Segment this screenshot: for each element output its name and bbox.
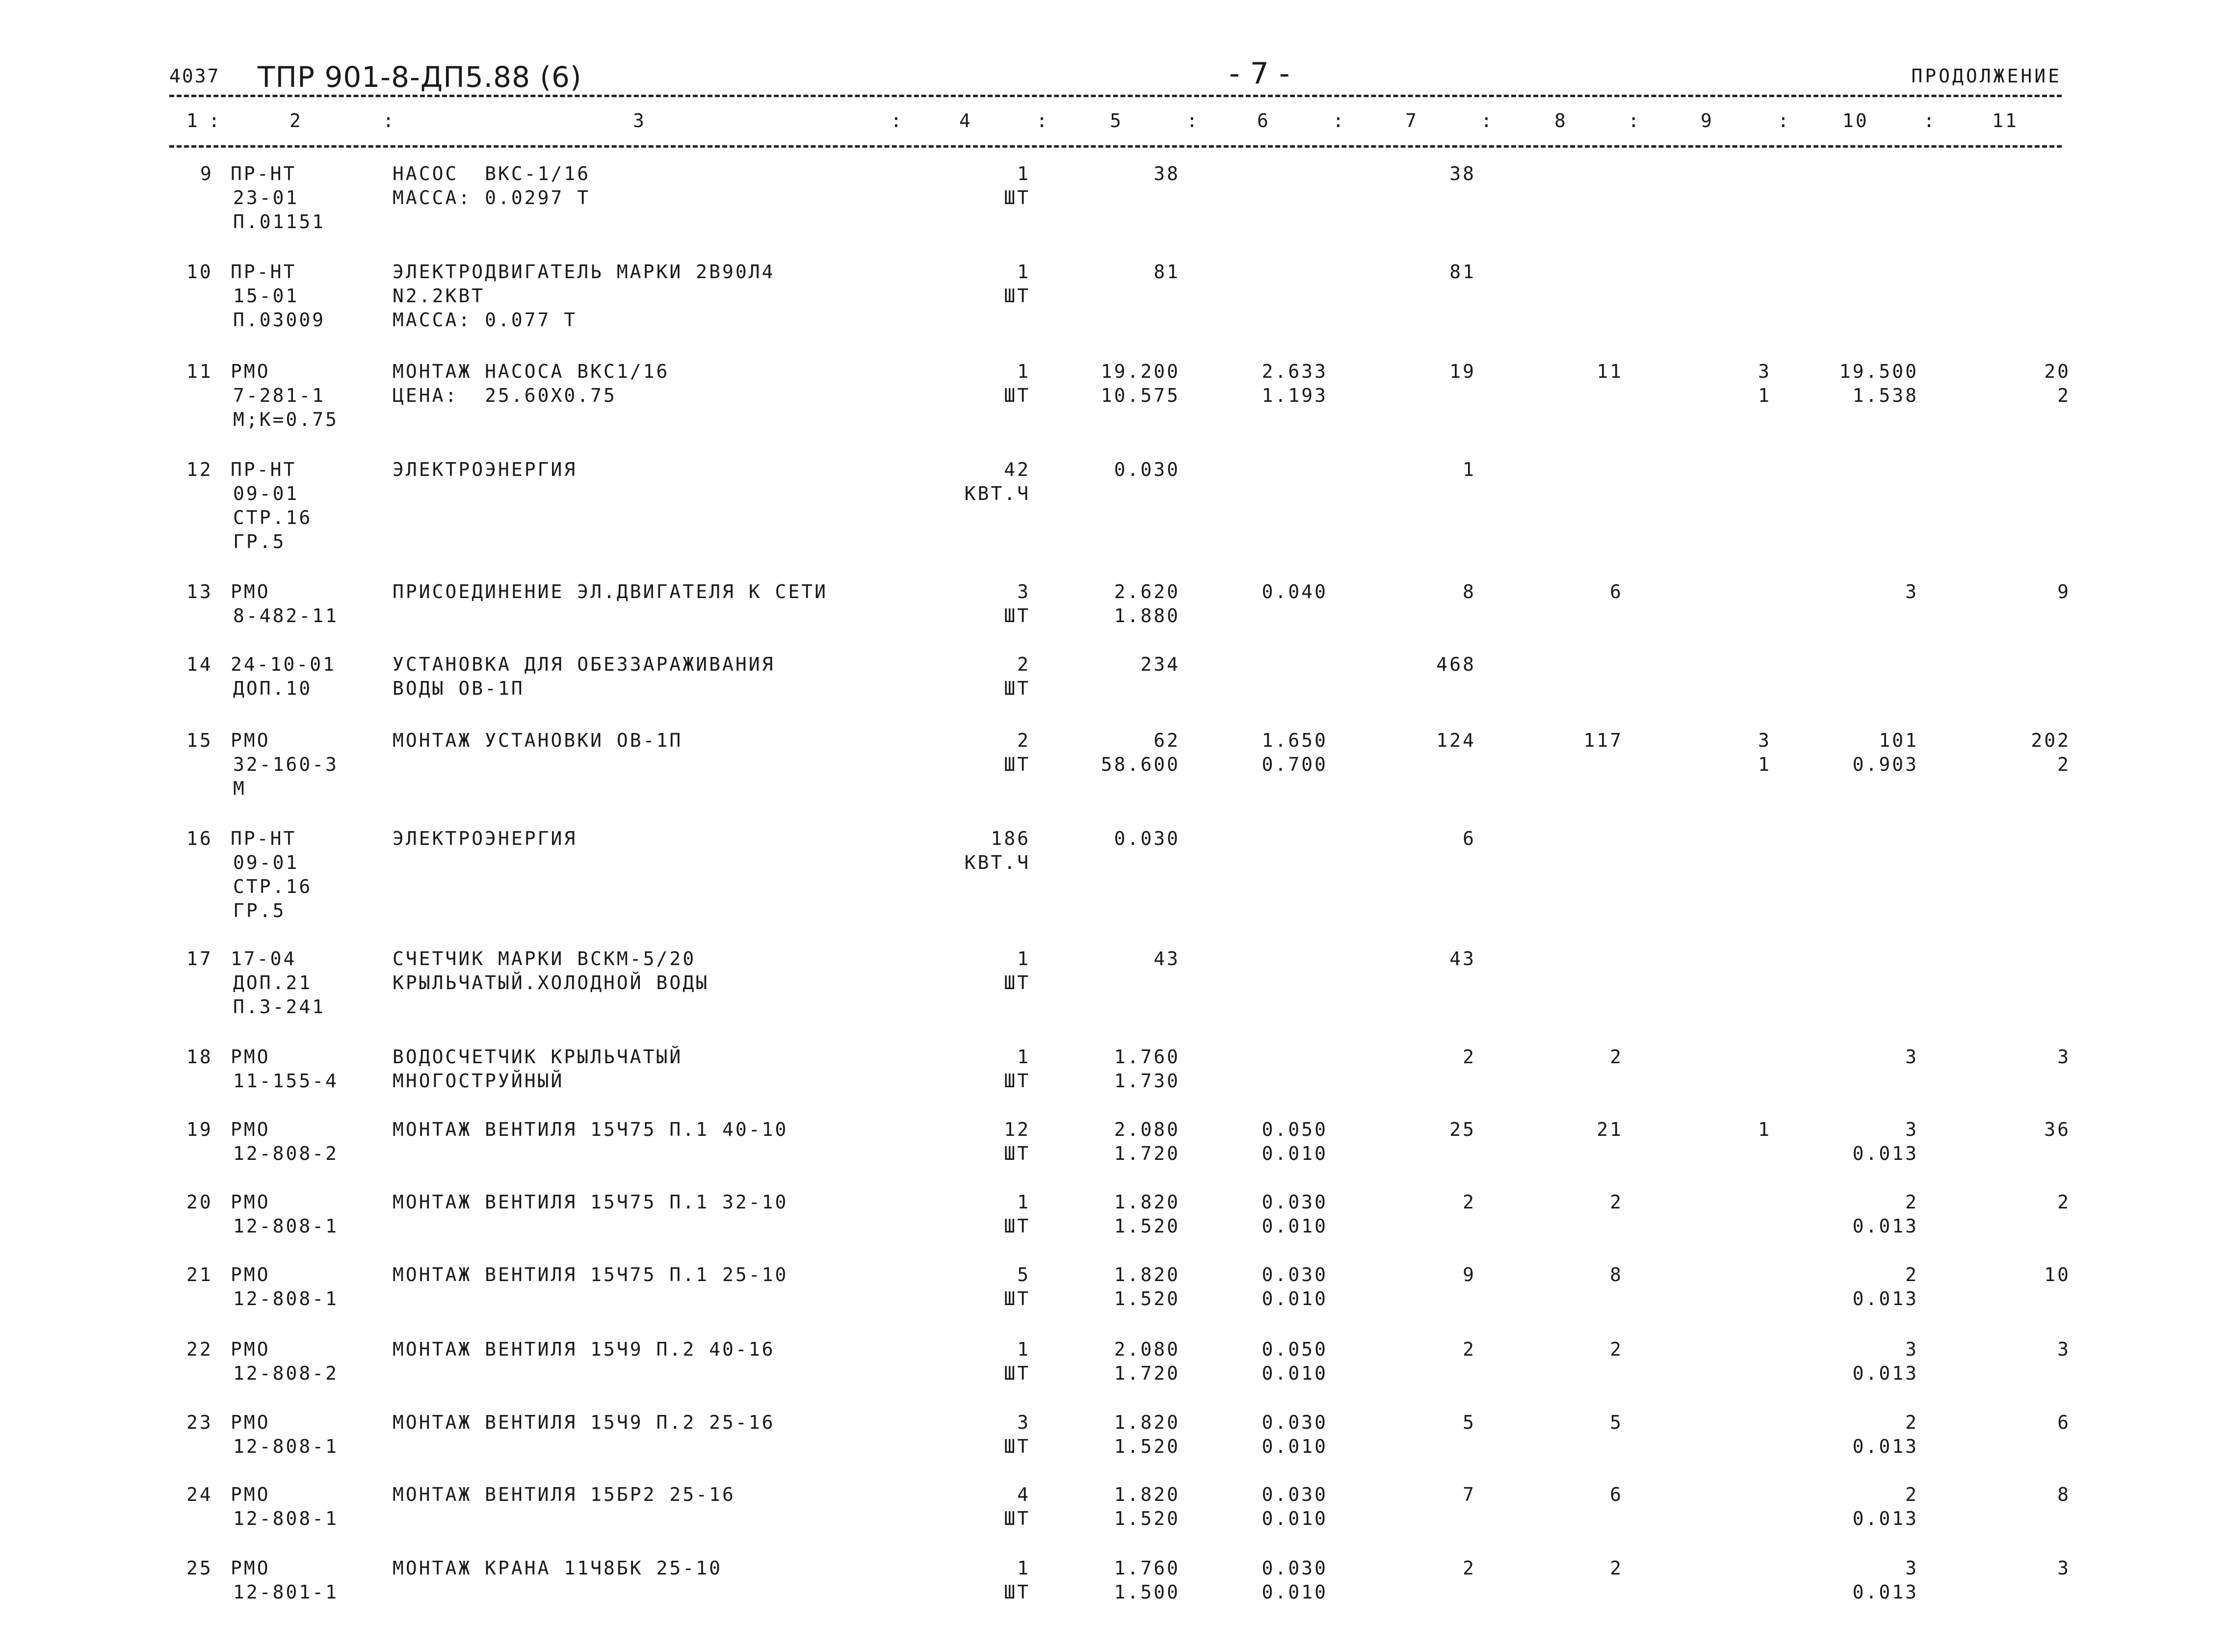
row-norm-code: 09-01 — [233, 852, 299, 873]
row-number: 25 — [186, 1557, 213, 1579]
row-description: МАССА: 0.0297 Т — [393, 187, 591, 209]
row-description: МОНТАЖ ВЕНТИЛЯ 15Ч9 П.2 40-16 — [393, 1338, 775, 1360]
row-c7: 9 — [1463, 1264, 1476, 1285]
row-number: 23 — [186, 1412, 213, 1433]
column-separator: : — [1923, 110, 1937, 131]
row-c6: 0.010 — [1261, 1288, 1328, 1310]
row-norm-code: РМО — [231, 1484, 270, 1505]
row-description: МОНТАЖ УСТАНОВКИ ОВ-1П — [393, 730, 683, 751]
row-norm-code: ПР-НТ — [231, 261, 297, 283]
row-description: МНОГОСТРУЙНЫЙ — [393, 1070, 564, 1092]
row-quantity: 1 — [1017, 948, 1030, 970]
row-c6: 0.030 — [1261, 1412, 1328, 1433]
row-norm-code: РМО — [231, 1046, 270, 1068]
row-norm-code: РМО — [231, 1119, 270, 1140]
row-c5: 2.080 — [1114, 1338, 1180, 1360]
row-c9: 1 — [1758, 385, 1771, 406]
row-c8: 8 — [1610, 1264, 1623, 1285]
row-number: 17 — [186, 948, 213, 970]
column-number-5: 5 — [1110, 110, 1123, 131]
row-norm-code: 09-01 — [233, 483, 299, 504]
row-c5: 1.820 — [1114, 1412, 1180, 1433]
row-c5: 19.200 — [1101, 361, 1180, 382]
row-norm-code: П.01151 — [233, 211, 326, 233]
row-unit: ШТ — [1004, 1070, 1030, 1092]
row-norm-code: ПР-НТ — [231, 163, 297, 184]
row-description: МАССА: 0.077 Т — [393, 309, 577, 331]
row-norm-code: 12-808-1 — [233, 1215, 339, 1237]
page-number: - 7 - — [1229, 56, 1290, 91]
row-norm-code: РМО — [231, 1412, 270, 1433]
row-c5: 10.575 — [1101, 385, 1180, 406]
row-c8: 5 — [1610, 1412, 1623, 1433]
row-norm-code: 17-04 — [231, 948, 297, 970]
row-unit: ШТ — [1004, 187, 1030, 209]
row-c10: 2 — [1905, 1484, 1918, 1505]
row-unit: ШТ — [1004, 1508, 1030, 1529]
row-quantity: 12 — [1004, 1119, 1030, 1140]
row-c5: 234 — [1140, 654, 1180, 675]
row-c6: 0.010 — [1261, 1581, 1328, 1603]
row-c5: 1.820 — [1114, 1484, 1180, 1505]
row-norm-code: 12-808-2 — [233, 1143, 339, 1164]
row-norm-code: РМО — [231, 1264, 270, 1285]
row-description: СЧЕТЧИК МАРКИ ВСКМ-5/20 — [393, 948, 696, 970]
row-unit: ШТ — [1004, 1436, 1030, 1457]
row-norm-code: П.3-241 — [233, 996, 326, 1018]
row-quantity: 1 — [1017, 261, 1030, 283]
row-c11: 6 — [2057, 1412, 2071, 1433]
row-c7: 43 — [1449, 948, 1476, 970]
row-c7: 8 — [1463, 581, 1476, 603]
row-c6: 1.650 — [1261, 730, 1328, 751]
row-c8: 21 — [1597, 1119, 1623, 1140]
row-c5: 1.520 — [1114, 1288, 1180, 1310]
row-c7: 81 — [1449, 261, 1476, 283]
column-number-3: 3 — [633, 110, 646, 131]
row-c5: 2.080 — [1114, 1119, 1180, 1140]
row-description: МОНТАЖ ВЕНТИЛЯ 15Ч75 П.1 32-10 — [393, 1191, 788, 1213]
row-c10: 0.013 — [1852, 1363, 1918, 1384]
row-c11: 10 — [2044, 1264, 2071, 1285]
row-c5: 1.520 — [1114, 1215, 1180, 1237]
row-c5: 0.030 — [1114, 459, 1180, 480]
row-c10: 2 — [1905, 1412, 1918, 1433]
row-c6: 0.050 — [1261, 1119, 1328, 1140]
row-unit: КВТ.Ч — [964, 483, 1030, 504]
document-code: ТПР 901-8-ДП5.88 (6) — [258, 60, 582, 94]
row-quantity: 2 — [1017, 654, 1030, 675]
row-c9: 3 — [1758, 361, 1771, 382]
row-description: МОНТАЖ ВЕНТИЛЯ 15Ч75 П.1 40-10 — [393, 1119, 788, 1140]
column-number-8: 8 — [1554, 110, 1568, 131]
row-c8: 11 — [1597, 361, 1623, 382]
row-norm-code: 15-01 — [233, 285, 299, 307]
row-c6: 0.030 — [1261, 1264, 1328, 1285]
row-quantity: 5 — [1017, 1264, 1030, 1285]
column-number-9: 9 — [1701, 110, 1714, 131]
row-norm-code: 32-160-3 — [233, 754, 339, 775]
row-norm-code: СТР.16 — [233, 876, 313, 897]
row-unit: ШТ — [1004, 385, 1030, 406]
row-c5: 0.030 — [1114, 828, 1180, 849]
row-unit: ШТ — [1004, 678, 1030, 699]
row-c9: 3 — [1758, 730, 1771, 751]
row-norm-code: 7-281-1 — [233, 385, 326, 406]
row-c5: 1.720 — [1114, 1363, 1180, 1384]
column-number-10: 10 — [1842, 110, 1869, 131]
row-c8: 6 — [1610, 581, 1623, 603]
row-c5: 1.760 — [1114, 1557, 1180, 1579]
row-description: ЭЛЕКТРОЭНЕРГИЯ — [393, 459, 577, 480]
row-quantity: 186 — [991, 828, 1030, 849]
row-number: 16 — [186, 828, 213, 849]
row-norm-code: 12-801-1 — [233, 1581, 339, 1603]
row-unit: ШТ — [1004, 1363, 1030, 1384]
row-quantity: 1 — [1017, 361, 1030, 382]
row-norm-code: 24-10-01 — [231, 654, 337, 675]
row-c6: 2.633 — [1261, 361, 1328, 382]
row-norm-code: М — [233, 778, 246, 799]
row-c6: 0.700 — [1261, 754, 1328, 775]
row-c5: 1.520 — [1114, 1436, 1180, 1457]
row-c10: 3 — [1905, 1557, 1918, 1579]
row-c7: 2 — [1463, 1191, 1476, 1213]
row-number: 24 — [186, 1484, 213, 1505]
row-c10: 2 — [1905, 1191, 1918, 1213]
row-norm-code: 12-808-1 — [233, 1508, 339, 1529]
row-c6: 0.030 — [1261, 1557, 1328, 1579]
row-c11: 3 — [2057, 1046, 2071, 1068]
row-description: ВОДЫ ОВ-1П — [393, 678, 525, 699]
row-quantity: 1 — [1017, 1191, 1030, 1213]
column-separator: : — [1778, 110, 1791, 131]
row-c6: 0.040 — [1261, 581, 1328, 603]
row-c10: 3 — [1905, 1119, 1918, 1140]
column-number-4: 4 — [959, 110, 972, 131]
row-quantity: 42 — [1004, 459, 1030, 480]
row-quantity: 2 — [1017, 730, 1030, 751]
row-description: МОНТАЖ ВЕНТИЛЯ 15БР2 25-16 — [393, 1484, 735, 1505]
column-number-7: 7 — [1405, 110, 1418, 131]
column-separator: : — [209, 110, 222, 131]
row-c8: 2 — [1610, 1046, 1623, 1068]
row-norm-code: РМО — [231, 1557, 270, 1579]
row-c5: 1.730 — [1114, 1070, 1180, 1092]
row-c11: 8 — [2057, 1484, 2071, 1505]
row-norm-code: ДОП.10 — [233, 678, 313, 699]
row-c10: 2 — [1905, 1264, 1918, 1285]
row-c8: 2 — [1610, 1557, 1623, 1579]
row-quantity: 1 — [1017, 1338, 1030, 1360]
row-norm-code: ГР.5 — [233, 531, 286, 552]
row-description: МОНТАЖ ВЕНТИЛЯ 15Ч75 П.1 25-10 — [393, 1264, 788, 1285]
row-unit: ШТ — [1004, 972, 1030, 994]
row-c5: 1.880 — [1114, 605, 1180, 627]
row-unit: ШТ — [1004, 1215, 1030, 1237]
row-c10: 0.013 — [1852, 1215, 1918, 1237]
row-c5: 62 — [1154, 730, 1180, 751]
row-c5: 2.620 — [1114, 581, 1180, 603]
row-c5: 58.600 — [1101, 754, 1180, 775]
row-norm-code: ПР-НТ — [231, 459, 297, 480]
row-c7: 468 — [1436, 654, 1476, 675]
row-description: ПРИСОЕДИНЕНИЕ ЭЛ.ДВИГАТЕЛЯ К СЕТИ — [393, 581, 828, 603]
row-c7: 1 — [1463, 459, 1476, 480]
row-c8: 117 — [1583, 730, 1623, 751]
row-c5: 1.760 — [1114, 1046, 1180, 1068]
row-c7: 2 — [1463, 1338, 1476, 1360]
row-c5: 1.500 — [1114, 1581, 1180, 1603]
row-c5: 1.520 — [1114, 1508, 1180, 1529]
row-norm-code: 12-808-1 — [233, 1436, 339, 1457]
row-c7: 7 — [1463, 1484, 1476, 1505]
row-c7: 19 — [1449, 361, 1476, 382]
row-c10: 0.013 — [1852, 1436, 1918, 1457]
row-description: N2.2КВТ — [393, 285, 485, 307]
continuation-label: ПРОДОЛЖЕНИЕ — [1911, 65, 2062, 87]
column-separator: : — [1333, 110, 1346, 131]
row-c9: 1 — [1758, 754, 1771, 775]
row-c10: 3 — [1905, 1046, 1918, 1068]
row-c11: 20 — [2044, 361, 2071, 382]
row-c7: 6 — [1463, 828, 1476, 849]
row-c8: 6 — [1610, 1484, 1623, 1505]
row-c11: 3 — [2057, 1338, 2071, 1360]
row-norm-code: СТР.16 — [233, 507, 313, 528]
row-quantity: 1 — [1017, 163, 1030, 184]
row-norm-code: РМО — [231, 361, 270, 382]
row-quantity: 1 — [1017, 1046, 1030, 1068]
row-unit: ШТ — [1004, 1581, 1030, 1603]
row-quantity: 3 — [1017, 581, 1030, 603]
row-c11: 9 — [2057, 581, 2071, 603]
row-number: 19 — [186, 1119, 213, 1140]
column-number-1: 1 — [186, 110, 200, 131]
row-norm-code: ДОП.21 — [233, 972, 313, 994]
row-c10: 0.013 — [1852, 1508, 1918, 1529]
row-unit: ШТ — [1004, 605, 1030, 627]
row-c5: 81 — [1154, 261, 1180, 283]
row-c6: 0.050 — [1261, 1338, 1328, 1360]
row-c7: 5 — [1463, 1412, 1476, 1433]
row-description: ЭЛЕКТРОЭНЕРГИЯ — [393, 828, 577, 849]
row-number: 12 — [186, 459, 213, 480]
row-c10: 0.013 — [1852, 1288, 1918, 1310]
row-norm-code: 12-808-1 — [233, 1288, 339, 1310]
row-c6: 0.010 — [1261, 1363, 1328, 1384]
row-c6: 0.010 — [1261, 1436, 1328, 1457]
row-norm-code: П.03009 — [233, 309, 326, 331]
row-c6: 0.010 — [1261, 1508, 1328, 1529]
row-number: 9 — [200, 163, 213, 184]
row-number: 10 — [186, 261, 213, 283]
row-c5: 1.720 — [1114, 1143, 1180, 1164]
row-c5: 1.820 — [1114, 1264, 1180, 1285]
row-c11: 202 — [2031, 730, 2071, 751]
row-number: 21 — [186, 1264, 213, 1285]
row-c8: 2 — [1610, 1191, 1623, 1213]
row-unit: ШТ — [1004, 1288, 1030, 1310]
row-quantity: 1 — [1017, 1557, 1030, 1579]
row-number: 14 — [186, 654, 213, 675]
column-separator: : — [1628, 110, 1641, 131]
row-c10: 101 — [1879, 730, 1918, 751]
row-norm-code: 11-155-4 — [233, 1070, 339, 1092]
row-unit: ШТ — [1004, 754, 1030, 775]
row-number: 11 — [186, 361, 213, 382]
row-c11: 2 — [2057, 1191, 2071, 1213]
row-c6: 0.030 — [1261, 1484, 1328, 1505]
row-norm-code: ПР-НТ — [231, 828, 297, 849]
row-c6: 1.193 — [1261, 385, 1328, 406]
row-norm-code: РМО — [231, 1338, 270, 1360]
row-c10: 0.013 — [1852, 1581, 1918, 1603]
row-c7: 38 — [1449, 163, 1476, 184]
row-c11: 36 — [2044, 1119, 2071, 1140]
column-number-2: 2 — [289, 110, 303, 131]
row-description: ВОДОСЧЕТЧИК КРЫЛЬЧАТЫЙ — [393, 1046, 683, 1068]
row-c10: 0.013 — [1852, 1143, 1918, 1164]
row-norm-code: М;К=0.75 — [233, 409, 339, 430]
row-c8: 2 — [1610, 1338, 1623, 1360]
row-c10: 19.500 — [1839, 361, 1918, 382]
row-unit: ШТ — [1004, 285, 1030, 307]
row-quantity: 3 — [1017, 1412, 1030, 1433]
row-norm-code: РМО — [231, 1191, 270, 1213]
row-c10: 3 — [1905, 581, 1918, 603]
row-c5: 1.820 — [1114, 1191, 1180, 1213]
column-separator: : — [1481, 110, 1494, 131]
row-description: УСТАНОВКА ДЛЯ ОБЕЗЗАРАЖИВАНИЯ — [393, 654, 775, 675]
row-quantity: 4 — [1017, 1484, 1030, 1505]
column-separator: : — [1186, 110, 1200, 131]
row-c7: 2 — [1463, 1046, 1476, 1068]
column-separator: : — [891, 110, 904, 131]
row-c5: 43 — [1154, 948, 1180, 970]
row-c11: 3 — [2057, 1557, 2071, 1579]
row-c10: 0.903 — [1852, 754, 1918, 775]
row-c5: 38 — [1154, 163, 1180, 184]
row-description: ЭЛЕКТРОДВИГАТЕЛЬ МАРКИ 2В90Л4 — [393, 261, 775, 283]
row-number: 13 — [186, 581, 213, 603]
column-separator: : — [1036, 110, 1050, 131]
row-c9: 1 — [1758, 1119, 1771, 1140]
column-number-6: 6 — [1257, 110, 1270, 131]
row-number: 22 — [186, 1338, 213, 1360]
row-description: МОНТАЖ НАСОСА ВКС1/16 — [393, 361, 670, 382]
row-number: 20 — [186, 1191, 213, 1213]
row-description: МОНТАЖ КРАНА 11Ч8БК 25-10 — [393, 1557, 722, 1579]
row-c6: 0.030 — [1261, 1191, 1328, 1213]
row-description: ЦЕНА: 25.60Х0.75 — [393, 385, 617, 406]
code-prefix: 4037 — [169, 65, 220, 87]
row-description: НАСОС ВКС-1/16 — [393, 163, 591, 184]
row-norm-code: РМО — [231, 581, 270, 603]
column-separator: : — [383, 110, 396, 131]
row-norm-code: 23-01 — [233, 187, 299, 209]
row-c11: 2 — [2057, 385, 2071, 406]
row-number: 18 — [186, 1046, 213, 1068]
row-norm-code: 12-808-2 — [233, 1363, 339, 1384]
row-description: КРЫЛЬЧАТЫЙ.ХОЛОДНОЙ ВОДЫ — [393, 972, 709, 994]
row-unit: ШТ — [1004, 1143, 1030, 1164]
row-unit: КВТ.Ч — [964, 852, 1030, 873]
row-c6: 0.010 — [1261, 1143, 1328, 1164]
row-c10: 3 — [1905, 1338, 1918, 1360]
row-c7: 2 — [1463, 1557, 1476, 1579]
row-description: МОНТАЖ ВЕНТИЛЯ 15Ч9 П.2 25-16 — [393, 1412, 775, 1433]
row-c7: 124 — [1436, 730, 1476, 751]
row-norm-code: 8-482-11 — [233, 605, 339, 627]
row-norm-code: ГР.5 — [233, 900, 286, 921]
row-norm-code: РМО — [231, 730, 270, 751]
row-c7: 25 — [1449, 1119, 1476, 1140]
column-number-11: 11 — [1992, 110, 2019, 131]
row-c11: 2 — [2057, 754, 2071, 775]
row-c10: 1.538 — [1852, 385, 1918, 406]
row-number: 15 — [186, 730, 213, 751]
row-c6: 0.010 — [1261, 1215, 1328, 1237]
